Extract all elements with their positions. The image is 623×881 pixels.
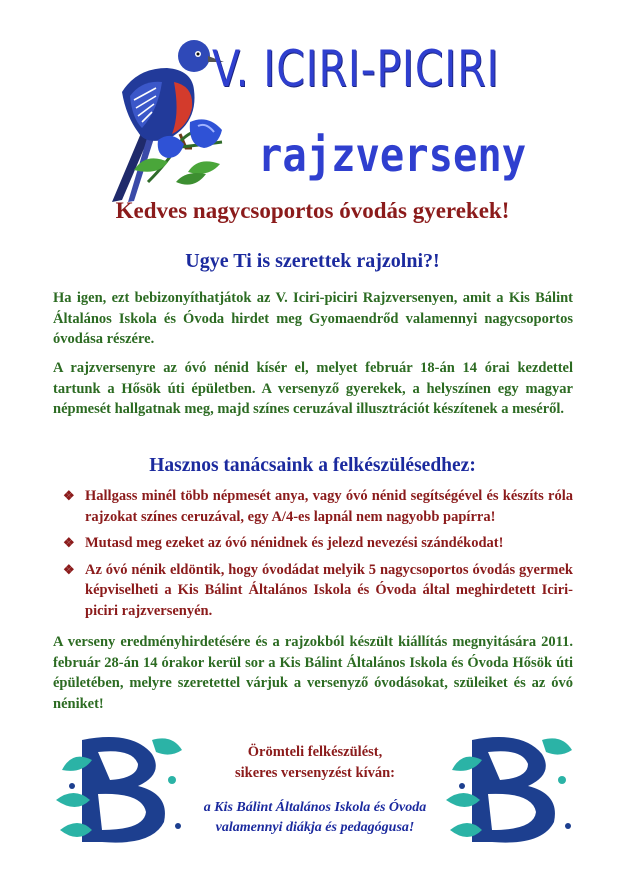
list-item: [63, 533, 573, 554]
list-item: [63, 486, 573, 527]
greeting-heading: Kedves nagycsoportos óvodás gyerekek!: [115, 198, 510, 223]
closing-line-2: sikeres versenyzést kíván:: [234, 765, 396, 781]
question-heading: Ugye Ti is szerettek rajzolni?!: [185, 250, 440, 272]
results-paragraph: A verseny eredményhirdetésére és a rajzokból készült kiállítás megnyitására 2011. február 28-án 14 órakor kerül sor a Kis Bálint Általános Iskola és Óvoda Hősök úti épületében, melyre szeretettel várjuk a versenyző óvodásokat, szüleiket és az óvó néniket!: [53, 634, 573, 712]
closing-block: [190, 742, 440, 838]
diamond-bullet-icon: ❖: [63, 535, 75, 550]
tip-text: Hallgass minél több népmesét anya, vagy óvó nénid segítségével és készíts róla rajzokat színes ceruzával, egy A/4-es lapnál nem nagyobb papírra!: [85, 488, 573, 525]
details-paragraph: A rajzversenyre az óvó nénid kísér el, melyet február 18-án 14 órai kezdettel tartunk a Hősök úti épületben. A versenyző gyerekek, a helyszínen egy magyar népmesét hallgatnak meg, majd színes ceruzával illusztrációt készítenek a meséről.: [53, 360, 573, 417]
list-item: [63, 560, 573, 622]
signature-line-2: valamennyi diákja és pedagógusa!: [215, 820, 415, 835]
tips-heading: Hasznos tanácsaink a felkészülésedhez:: [149, 455, 476, 476]
intro-paragraph: Ha igen, ezt bebizonyíthatjátok az V. Iciri-piciri Rajzversenyen, amit a Kis Bálint Általános Iskola és Óvoda hirdet meg Gyomaendrőd valamennyi nagycsoportos óvodása részére.: [53, 290, 573, 347]
signature-line-1: a Kis Bálint Általános Iskola és Óvoda: [203, 800, 427, 815]
closing-line-1: Örömteli felkészülést,: [247, 744, 383, 760]
tips-list: [63, 486, 573, 627]
decorative-initial-b-right: [442, 730, 582, 850]
tip-text: Mutasd meg ezeket az óvó nénidnek és jelezd nevezési szándékodat!: [85, 535, 504, 551]
diamond-bullet-icon: ❖: [63, 561, 75, 577]
bluebell-flower: [128, 112, 238, 202]
poster-subtitle: rajzverseny: [258, 128, 527, 182]
decorative-initial-b-left: [52, 730, 192, 850]
poster-title: V. ICIRI-PICIRI: [212, 40, 500, 98]
tip-text: Az óvó nénik eldöntik, hogy óvodádat melyik 5 nagycsoportos óvodás gyermek képviselheti a Kis Bálint Általános Iskola és Óvoda által meghirdetett Iciri-piciri rajzversenyén.: [85, 561, 573, 619]
diamond-bullet-icon: ❖: [63, 488, 75, 503]
